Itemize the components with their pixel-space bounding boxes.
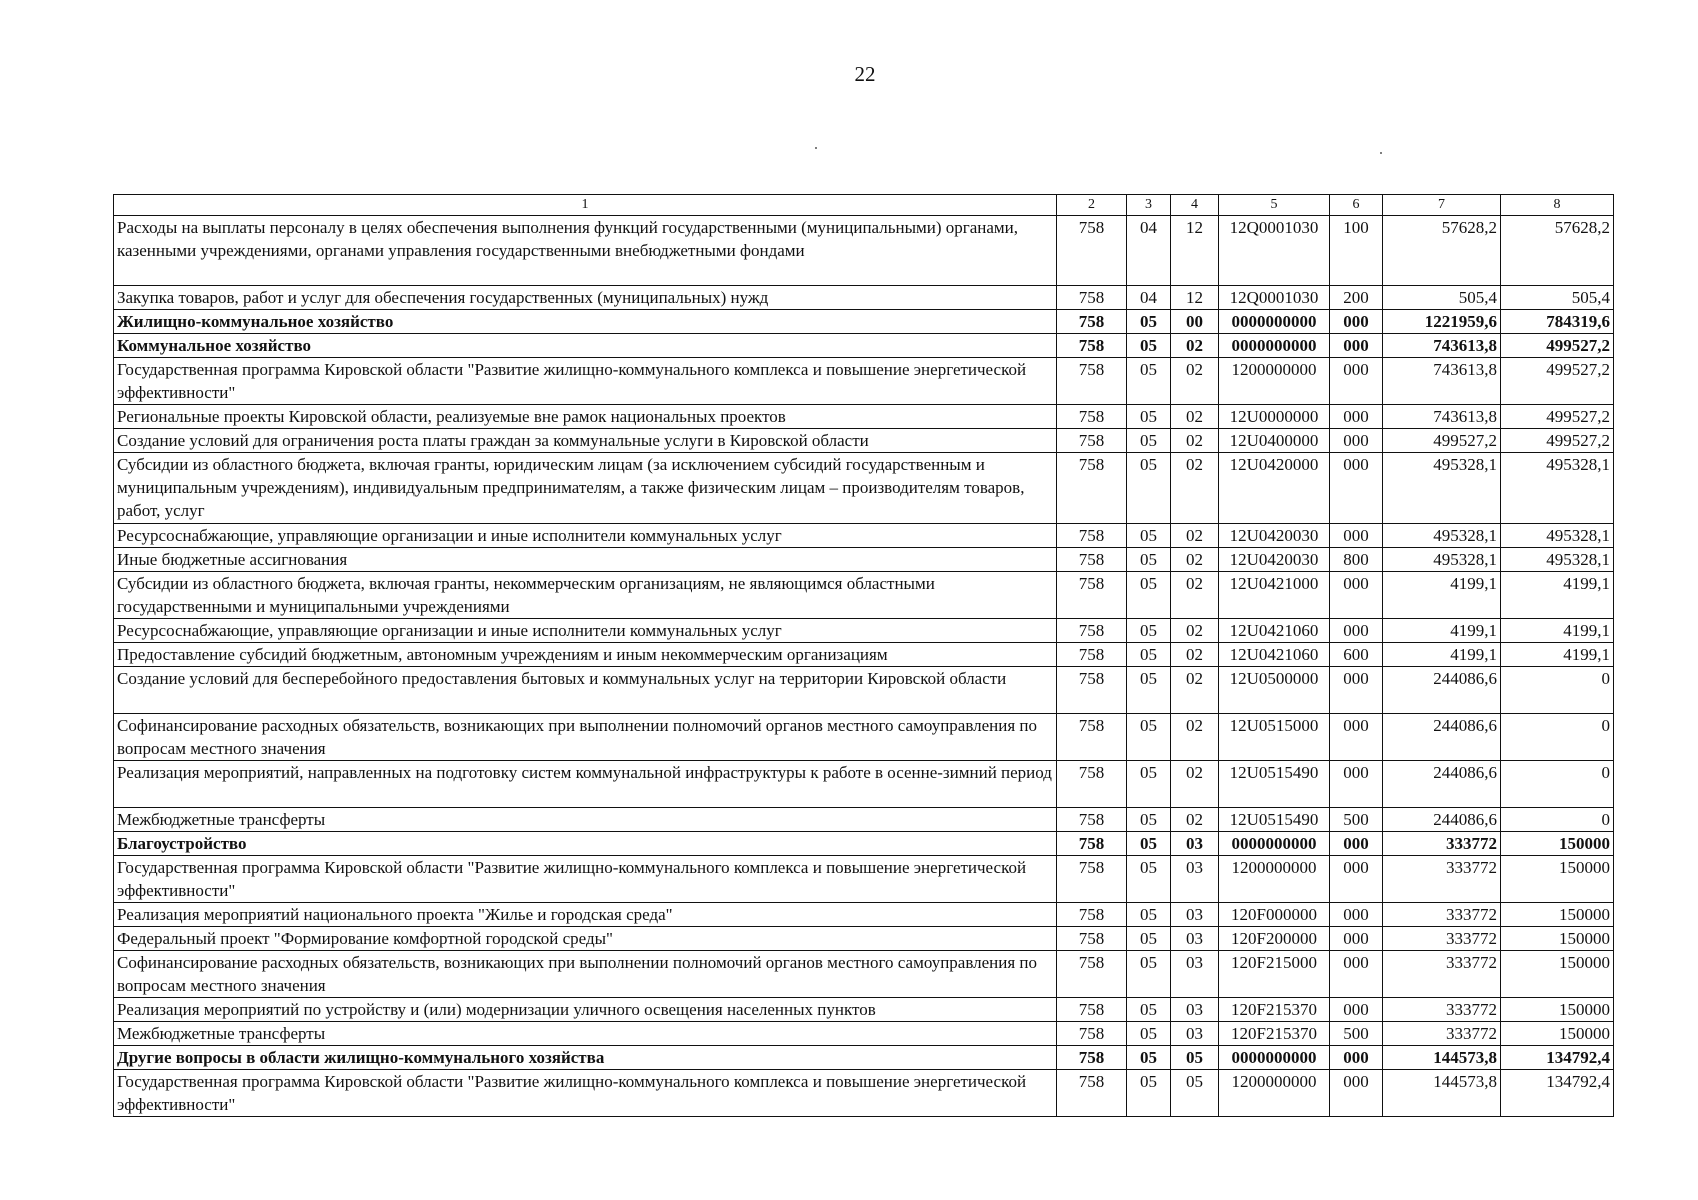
expense-type-code: 000 [1330, 1070, 1383, 1117]
expense-type-code: 000 [1330, 405, 1383, 429]
budget-item-name: Региональные проекты Кировской области, реализуемые вне рамок национальных проектов [114, 405, 1057, 429]
budget-item-name: Субсидии из областного бюджета, включая гранты, некоммерческим организациям, не являющимся областными государственными и муниципальными учреждениями [114, 572, 1057, 619]
subsection-code: 02 [1171, 667, 1219, 714]
amount-year-2: 4199,1 [1501, 619, 1614, 643]
ministry-code: 758 [1057, 286, 1127, 310]
column-number: 3 [1127, 195, 1171, 216]
amount-year-2: 0 [1501, 761, 1614, 808]
target-article-code: 12U0515490 [1219, 761, 1330, 808]
table-row [114, 667, 1614, 714]
amount-year-1: 4199,1 [1383, 619, 1501, 643]
table-row [114, 524, 1614, 548]
subsection-code: 02 [1171, 548, 1219, 572]
expense-type-code: 200 [1330, 286, 1383, 310]
subsection-code: 05 [1171, 1070, 1219, 1117]
expense-type-code: 000 [1330, 714, 1383, 761]
subsection-code: 02 [1171, 524, 1219, 548]
amount-year-1: 333772 [1383, 927, 1501, 951]
section-code: 05 [1127, 714, 1171, 761]
subsection-code: 00 [1171, 310, 1219, 334]
section-code: 04 [1127, 286, 1171, 310]
subsection-code: 12 [1171, 216, 1219, 286]
table-row [114, 310, 1614, 334]
section-code: 05 [1127, 927, 1171, 951]
ministry-code: 758 [1057, 310, 1127, 334]
column-number: 8 [1501, 195, 1614, 216]
page-number: 22 [854, 62, 876, 86]
budget-item-name: Создание условий для ограничения роста платы граждан за коммунальные услуги в Кировской области [114, 429, 1057, 453]
ministry-code: 758 [1057, 951, 1127, 998]
expense-type-code: 000 [1330, 1046, 1383, 1070]
table-row [114, 856, 1614, 903]
ministry-code: 758 [1057, 619, 1127, 643]
budget-item-name: Реализация мероприятий по устройству и (или) модернизации уличного освещения населенных пунктов [114, 998, 1057, 1022]
ministry-code: 758 [1057, 643, 1127, 667]
budget-item-name: Расходы на выплаты персоналу в целях обеспечения выполнения функций государственными (муниципальными) органами, казенными учреждениями, органами управления государственными внебюджетными фондами [114, 216, 1057, 286]
table-row [114, 761, 1614, 808]
subsection-code: 03 [1171, 903, 1219, 927]
table-row [114, 1022, 1614, 1046]
table-row [114, 714, 1614, 761]
amount-year-2: 150000 [1501, 998, 1614, 1022]
section-code: 05 [1127, 524, 1171, 548]
amount-year-2: 0 [1501, 808, 1614, 832]
amount-year-2: 0 [1501, 714, 1614, 761]
budget-item-name: Иные бюджетные ассигнования [114, 548, 1057, 572]
subsection-code: 03 [1171, 856, 1219, 903]
scan-speck [1380, 152, 1382, 154]
subsection-code: 03 [1171, 927, 1219, 951]
ministry-code: 758 [1057, 1070, 1127, 1117]
target-article-code: 12U0420000 [1219, 453, 1330, 524]
expense-type-code: 000 [1330, 429, 1383, 453]
budget-item-name: Предоставление субсидий бюджетным, автономным учреждениям и иным некоммерческим организациям [114, 643, 1057, 667]
expense-type-code: 000 [1330, 998, 1383, 1022]
section-code: 05 [1127, 548, 1171, 572]
ministry-code: 758 [1057, 429, 1127, 453]
section-code: 05 [1127, 667, 1171, 714]
table-row [114, 998, 1614, 1022]
amount-year-1: 244086,6 [1383, 667, 1501, 714]
subsection-code: 02 [1171, 619, 1219, 643]
amount-year-1: 499527,2 [1383, 429, 1501, 453]
target-article-code: 12Q0001030 [1219, 216, 1330, 286]
table-row [114, 643, 1614, 667]
table-row [114, 1046, 1614, 1070]
target-article-code: 12U0500000 [1219, 667, 1330, 714]
target-article-code: 0000000000 [1219, 832, 1330, 856]
amount-year-1: 505,4 [1383, 286, 1501, 310]
ministry-code: 758 [1057, 714, 1127, 761]
amount-year-2: 495328,1 [1501, 453, 1614, 524]
section-code: 05 [1127, 1022, 1171, 1046]
target-article-code: 12U0515000 [1219, 714, 1330, 761]
expense-type-code: 000 [1330, 334, 1383, 358]
ministry-code: 758 [1057, 358, 1127, 405]
section-code: 05 [1127, 572, 1171, 619]
amount-year-2: 495328,1 [1501, 524, 1614, 548]
budget-item-name: Межбюджетные трансферты [114, 808, 1057, 832]
amount-year-1: 333772 [1383, 1022, 1501, 1046]
target-article-code: 12U0421060 [1219, 619, 1330, 643]
expense-type-code: 000 [1330, 667, 1383, 714]
amount-year-2: 150000 [1501, 903, 1614, 927]
target-article-code: 1200000000 [1219, 358, 1330, 405]
ministry-code: 758 [1057, 903, 1127, 927]
table-row [114, 358, 1614, 405]
amount-year-1: 333772 [1383, 951, 1501, 998]
amount-year-2: 499527,2 [1501, 334, 1614, 358]
section-code: 05 [1127, 998, 1171, 1022]
ministry-code: 758 [1057, 998, 1127, 1022]
column-number: 7 [1383, 195, 1501, 216]
target-article-code: 120F215000 [1219, 951, 1330, 998]
budget-item-name: Субсидии из областного бюджета, включая гранты, юридическим лицам (за исключением субсидий государственным и муниципальным учреждениям), индивидуальным предпринимателям, а также физическим лицам – производителям товаров, работ, услуг [114, 453, 1057, 524]
target-article-code: 12U0420030 [1219, 548, 1330, 572]
target-article-code: 12U0000000 [1219, 405, 1330, 429]
ministry-code: 758 [1057, 548, 1127, 572]
amount-year-1: 495328,1 [1383, 524, 1501, 548]
budget-item-name: Создание условий для бесперебойного предоставления бытовых и коммунальных услуг на территории Кировской области [114, 667, 1057, 714]
section-code: 05 [1127, 619, 1171, 643]
expense-type-code: 000 [1330, 951, 1383, 998]
expense-type-code: 000 [1330, 453, 1383, 524]
budget-item-name: Закупка товаров, работ и услуг для обеспечения государственных (муниципальных) нужд [114, 286, 1057, 310]
expense-type-code: 000 [1330, 310, 1383, 334]
expense-type-code: 000 [1330, 619, 1383, 643]
target-article-code: 12U0421060 [1219, 643, 1330, 667]
amount-year-2: 499527,2 [1501, 405, 1614, 429]
subsection-code: 02 [1171, 453, 1219, 524]
target-article-code: 1200000000 [1219, 1070, 1330, 1117]
amount-year-1: 144573,8 [1383, 1070, 1501, 1117]
subsection-code: 05 [1171, 1046, 1219, 1070]
amount-year-2: 505,4 [1501, 286, 1614, 310]
table-row [114, 927, 1614, 951]
budget-item-name: Софинансирование расходных обязательств, возникающих при выполнении полномочий органов местного самоуправления по вопросам местного значения [114, 951, 1057, 998]
subsection-code: 03 [1171, 832, 1219, 856]
table-row [114, 619, 1614, 643]
table-row [114, 334, 1614, 358]
ministry-code: 758 [1057, 216, 1127, 286]
section-code: 05 [1127, 310, 1171, 334]
table-row [114, 1070, 1614, 1117]
amount-year-1: 333772 [1383, 856, 1501, 903]
subsection-code: 02 [1171, 405, 1219, 429]
expense-type-code: 000 [1330, 927, 1383, 951]
section-code: 05 [1127, 643, 1171, 667]
table-row [114, 572, 1614, 619]
section-code: 05 [1127, 856, 1171, 903]
ministry-code: 758 [1057, 524, 1127, 548]
table-row [114, 286, 1614, 310]
budget-item-name: Межбюджетные трансферты [114, 1022, 1057, 1046]
budget-item-name: Ресурсоснабжающие, управляющие организации и иные исполнители коммунальных услуг [114, 619, 1057, 643]
expense-type-code: 000 [1330, 761, 1383, 808]
target-article-code: 12U0420030 [1219, 524, 1330, 548]
budget-item-name: Благоустройство [114, 832, 1057, 856]
section-code: 05 [1127, 832, 1171, 856]
expense-type-code: 100 [1330, 216, 1383, 286]
subsection-code: 03 [1171, 998, 1219, 1022]
amount-year-1: 743613,8 [1383, 334, 1501, 358]
amount-year-2: 150000 [1501, 856, 1614, 903]
subsection-code: 02 [1171, 334, 1219, 358]
amount-year-2: 495328,1 [1501, 548, 1614, 572]
ministry-code: 758 [1057, 761, 1127, 808]
subsection-code: 02 [1171, 643, 1219, 667]
expense-type-code: 500 [1330, 808, 1383, 832]
section-code: 05 [1127, 761, 1171, 808]
amount-year-1: 144573,8 [1383, 1046, 1501, 1070]
amount-year-1: 4199,1 [1383, 643, 1501, 667]
section-code: 05 [1127, 429, 1171, 453]
table-row [114, 808, 1614, 832]
budget-item-name: Государственная программа Кировской области "Развитие жилищно-коммунального комплекса и повышение энергетической эффективности" [114, 358, 1057, 405]
amount-year-2: 150000 [1501, 1022, 1614, 1046]
target-article-code: 120F215370 [1219, 1022, 1330, 1046]
ministry-code: 758 [1057, 334, 1127, 358]
section-code: 05 [1127, 1046, 1171, 1070]
budget-item-name: Федеральный проект "Формирование комфортной городской среды" [114, 927, 1057, 951]
budget-item-name: Государственная программа Кировской области "Развитие жилищно-коммунального комплекса и повышение энергетической эффективности" [114, 1070, 1057, 1117]
expense-type-code: 800 [1330, 548, 1383, 572]
column-number: 6 [1330, 195, 1383, 216]
expense-type-code: 500 [1330, 1022, 1383, 1046]
subsection-code: 03 [1171, 1022, 1219, 1046]
ministry-code: 758 [1057, 927, 1127, 951]
table-row [114, 216, 1614, 286]
target-article-code: 120F200000 [1219, 927, 1330, 951]
column-number: 2 [1057, 195, 1127, 216]
table-row [114, 903, 1614, 927]
budget-item-name: Коммунальное хозяйство [114, 334, 1057, 358]
target-article-code: 12U0421000 [1219, 572, 1330, 619]
subsection-code: 03 [1171, 951, 1219, 998]
table-row [114, 832, 1614, 856]
section-code: 05 [1127, 453, 1171, 524]
subsection-code: 02 [1171, 358, 1219, 405]
ministry-code: 758 [1057, 832, 1127, 856]
budget-item-name: Другие вопросы в области жилищно-коммунального хозяйства [114, 1046, 1057, 1070]
ministry-code: 758 [1057, 1022, 1127, 1046]
budget-item-name: Жилищно-коммунальное хозяйство [114, 310, 1057, 334]
amount-year-1: 4199,1 [1383, 572, 1501, 619]
amount-year-2: 0 [1501, 667, 1614, 714]
amount-year-2: 784319,6 [1501, 310, 1614, 334]
amount-year-1: 1221959,6 [1383, 310, 1501, 334]
table-row [114, 548, 1614, 572]
expense-type-code: 000 [1330, 856, 1383, 903]
target-article-code: 0000000000 [1219, 310, 1330, 334]
amount-year-2: 150000 [1501, 927, 1614, 951]
ministry-code: 758 [1057, 667, 1127, 714]
section-code: 05 [1127, 334, 1171, 358]
amount-year-1: 244086,6 [1383, 714, 1501, 761]
target-article-code: 12Q0001030 [1219, 286, 1330, 310]
amount-year-2: 4199,1 [1501, 572, 1614, 619]
subsection-code: 02 [1171, 714, 1219, 761]
subsection-code: 02 [1171, 429, 1219, 453]
budget-table [113, 194, 1614, 1117]
subsection-code: 02 [1171, 761, 1219, 808]
expense-type-code: 000 [1330, 903, 1383, 927]
target-article-code: 1200000000 [1219, 856, 1330, 903]
ministry-code: 758 [1057, 453, 1127, 524]
subsection-code: 12 [1171, 286, 1219, 310]
amount-year-1: 743613,8 [1383, 405, 1501, 429]
section-code: 05 [1127, 951, 1171, 998]
budget-item-name: Ресурсоснабжающие, управляющие организации и иные исполнители коммунальных услуг [114, 524, 1057, 548]
section-code: 05 [1127, 903, 1171, 927]
table-body [114, 216, 1614, 1117]
target-article-code: 0000000000 [1219, 1046, 1330, 1070]
amount-year-2: 150000 [1501, 951, 1614, 998]
expense-type-code: 000 [1330, 572, 1383, 619]
expense-type-code: 000 [1330, 832, 1383, 856]
budget-item-name: Государственная программа Кировской области "Развитие жилищно-коммунального комплекса и повышение энергетической эффективности" [114, 856, 1057, 903]
section-code: 05 [1127, 1070, 1171, 1117]
section-code: 05 [1127, 358, 1171, 405]
section-code: 05 [1127, 808, 1171, 832]
amount-year-1: 57628,2 [1383, 216, 1501, 286]
amount-year-2: 499527,2 [1501, 358, 1614, 405]
budget-item-name: Реализация мероприятий национального проекта "Жилье и городская среда" [114, 903, 1057, 927]
target-article-code: 120F215370 [1219, 998, 1330, 1022]
column-number-row [114, 195, 1614, 216]
ministry-code: 758 [1057, 572, 1127, 619]
amount-year-2: 134792,4 [1501, 1046, 1614, 1070]
amount-year-2: 4199,1 [1501, 643, 1614, 667]
target-article-code: 12U0515490 [1219, 808, 1330, 832]
amount-year-1: 495328,1 [1383, 548, 1501, 572]
table-row [114, 453, 1614, 524]
amount-year-1: 743613,8 [1383, 358, 1501, 405]
column-number: 1 [114, 195, 1057, 216]
amount-year-2: 134792,4 [1501, 1070, 1614, 1117]
amount-year-2: 57628,2 [1501, 216, 1614, 286]
amount-year-1: 333772 [1383, 832, 1501, 856]
target-article-code: 0000000000 [1219, 334, 1330, 358]
section-code: 04 [1127, 216, 1171, 286]
amount-year-1: 495328,1 [1383, 453, 1501, 524]
ministry-code: 758 [1057, 1046, 1127, 1070]
expense-type-code: 600 [1330, 643, 1383, 667]
ministry-code: 758 [1057, 808, 1127, 832]
budget-item-name: Реализация мероприятий, направленных на подготовку систем коммунальной инфраструктуры к работе в осенне-зимний период [114, 761, 1057, 808]
section-code: 05 [1127, 405, 1171, 429]
subsection-code: 02 [1171, 572, 1219, 619]
expense-type-code: 000 [1330, 358, 1383, 405]
amount-year-1: 244086,6 [1383, 761, 1501, 808]
ministry-code: 758 [1057, 405, 1127, 429]
column-number: 4 [1171, 195, 1219, 216]
budget-item-name: Софинансирование расходных обязательств, возникающих при выполнении полномочий органов местного самоуправления по вопросам местного значения [114, 714, 1057, 761]
subsection-code: 02 [1171, 808, 1219, 832]
amount-year-1: 244086,6 [1383, 808, 1501, 832]
target-article-code: 120F000000 [1219, 903, 1330, 927]
expense-type-code: 000 [1330, 524, 1383, 548]
amount-year-2: 150000 [1501, 832, 1614, 856]
table-row [114, 951, 1614, 998]
amount-year-2: 499527,2 [1501, 429, 1614, 453]
scan-speck [815, 147, 817, 149]
amount-year-1: 333772 [1383, 903, 1501, 927]
table-row [114, 405, 1614, 429]
column-number: 5 [1219, 195, 1330, 216]
target-article-code: 12U0400000 [1219, 429, 1330, 453]
amount-year-1: 333772 [1383, 998, 1501, 1022]
ministry-code: 758 [1057, 856, 1127, 903]
table-row [114, 429, 1614, 453]
